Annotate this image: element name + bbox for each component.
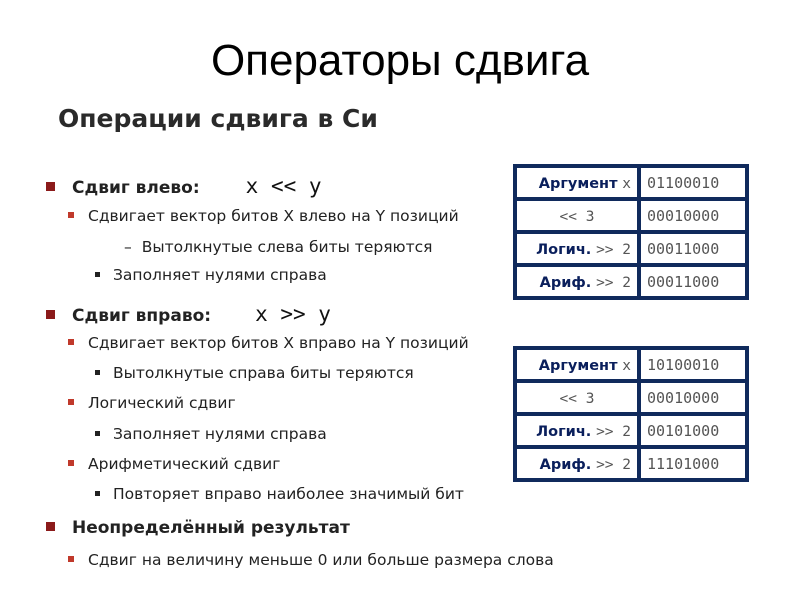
left-shift-heading: Сдвиг влево: x << y (46, 174, 322, 198)
list-item: Сдвигает вектор битов X вправо на Y позиций (68, 334, 469, 352)
right-shift-heading: Сдвиг вправо: x >> y (46, 302, 331, 326)
right-shift-code: x >> y (255, 302, 331, 326)
list-item: Арифметический сдвиг (68, 455, 280, 473)
table-cell-value: 11101000 (641, 449, 745, 478)
square-bullet-icon (68, 339, 74, 345)
table-cell-value: 00011000 (641, 267, 745, 296)
dash-bullet-icon: – (124, 238, 132, 256)
square-bullet-icon (95, 272, 100, 277)
square-bullet-icon (68, 460, 74, 466)
table-row: Аргумент x 01100010 (517, 168, 745, 197)
square-bullet-icon (95, 431, 100, 436)
shift-table-2 (513, 346, 749, 482)
table-row: Аргумент x 10100010 (517, 350, 745, 379)
square-bullet-icon (68, 212, 74, 218)
list-item: Вытолкнутые справа биты теряются (95, 364, 414, 382)
shift-table-1 (513, 164, 749, 300)
table-row: Логич. >> 2 00011000 (517, 234, 745, 263)
table-row: << 3 00010000 (517, 201, 745, 230)
table-row: << 3 00010000 (517, 383, 745, 412)
table-row: Ариф. >> 2 00011000 (517, 267, 745, 296)
slide-subtitle: Операции сдвига в Си (58, 104, 378, 133)
list-item: – Вытолкнутые слева биты теряются (124, 238, 433, 256)
undefined-result-heading: Неопределённый результат (46, 518, 350, 538)
table-cell-value: 01100010 (641, 168, 745, 197)
page-title: Операторы сдвига (210, 36, 590, 85)
table-cell-value: 00010000 (641, 383, 745, 412)
table-cell-value: 00011000 (641, 234, 745, 263)
square-bullet-icon (46, 310, 55, 319)
square-bullet-icon (68, 556, 74, 562)
square-bullet-icon (95, 370, 100, 375)
square-bullet-icon (46, 522, 55, 531)
table-cell-value: 10100010 (641, 350, 745, 379)
list-item: Заполняет нулями справа (95, 425, 327, 443)
table-row: Ариф. >> 2 11101000 (517, 449, 745, 478)
list-item: Сдвиг на величину меньше 0 или больше размера слова (68, 551, 554, 569)
square-bullet-icon (46, 182, 55, 191)
table-cell-value: 00010000 (641, 201, 745, 230)
list-item: Сдвигает вектор битов X влево на Y позиций (68, 207, 459, 225)
list-item: Заполняет нулями справа (95, 266, 327, 284)
list-item: Повторяет вправо наиболее значимый бит (95, 485, 464, 503)
table-cell-value: 00101000 (641, 416, 745, 445)
left-shift-code: x << y (245, 174, 322, 198)
square-bullet-icon (95, 491, 100, 496)
square-bullet-icon (68, 399, 74, 405)
list-item: Логический сдвиг (68, 394, 236, 412)
table-row: Логич. >> 2 00101000 (517, 416, 745, 445)
